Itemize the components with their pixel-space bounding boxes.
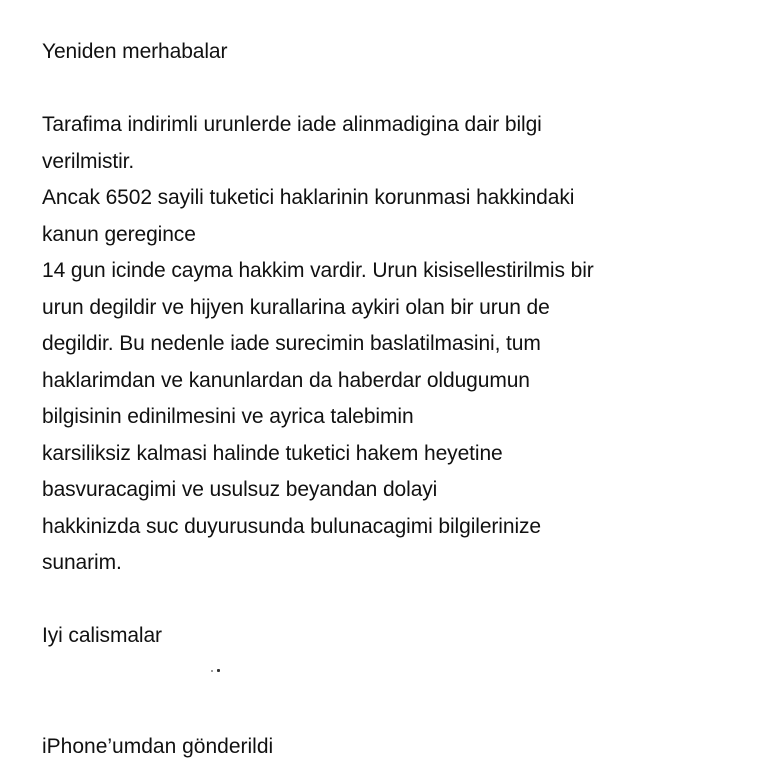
image-artifact [217, 669, 220, 672]
body-line: kanun geregince [42, 222, 196, 246]
greeting-line: Yeniden merhabalar [42, 40, 228, 63]
body-line: sunarim. [42, 551, 122, 574]
body-line: bilgisinin edinilmesini ve ayrica talebimin [42, 405, 414, 428]
body-line: 14 gun icinde cayma hakkim vardir. Urun kisisellestirilmis bir [42, 259, 594, 282]
mail-signature: iPhone’umdan gönderildi [42, 735, 274, 758]
body-line: urun degildir ve hijyen kurallarina aykiri olan bir urun de [42, 295, 550, 319]
blank-line [42, 582, 742, 619]
body-line: hakkinizda suc duyurusunda bulunacagimi bilgilerinize [42, 514, 541, 538]
body-line: verilmistir. [42, 149, 135, 173]
body-line: haklarimdan ve kanunlardan da haberdar oldugumun [42, 368, 530, 392]
closing-line: Iyi calismalar [42, 624, 162, 647]
body-line: Ancak 6502 sayili tuketici haklarinin korunmasi hakkindaki [42, 186, 575, 209]
email-body [42, 34, 742, 655]
body-line: karsiliksiz kalmasi halinde tuketici hakem heyetine [42, 441, 503, 465]
blank-line [42, 71, 742, 108]
body-line: degildir. Bu nedenle iade surecimin baslatilmasini, tum [42, 332, 541, 355]
image-artifact [211, 670, 213, 672]
body-line: basvuracagimi ve usulsuz beyandan dolayi [42, 478, 438, 501]
body-line: Tarafima indirimli urunlerde iade alinmadigina dair bilgi [42, 113, 542, 136]
